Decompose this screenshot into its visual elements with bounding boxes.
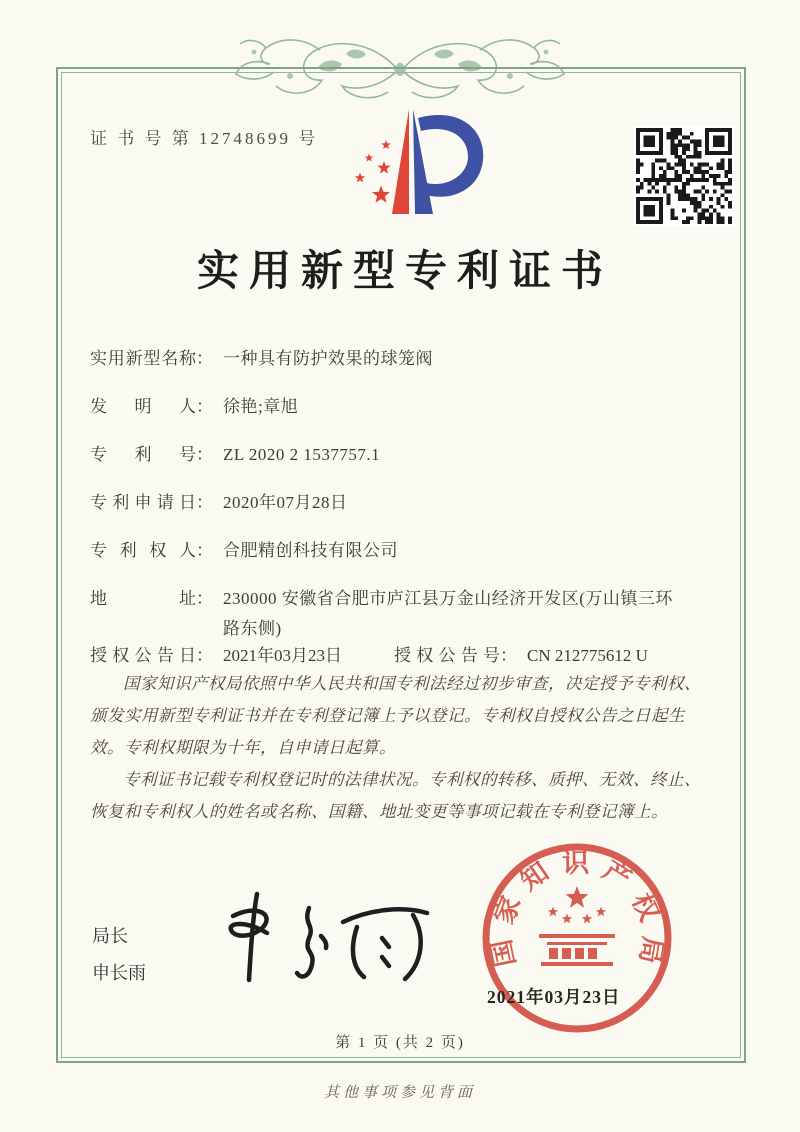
certificate-number: 证 书 号 第 12748699 号 bbox=[90, 129, 319, 148]
seal-date: 2021年03月23日 bbox=[487, 987, 621, 1007]
signer-title: 局长 bbox=[92, 926, 128, 946]
field-value: ZL 2020 2 1537757.1 bbox=[223, 445, 381, 464]
field-row: 实 用 新 型 名 称 ： 一种具有防护效果的球笼阀 bbox=[90, 344, 710, 374]
field-label: 地 址 bbox=[90, 589, 196, 608]
grant-date-pair: 授 权 公 告 日 ： 2021年03月23日 bbox=[90, 641, 342, 671]
star-icon bbox=[566, 886, 589, 908]
director-signature bbox=[205, 880, 440, 995]
star-icon bbox=[582, 914, 592, 924]
star-icon bbox=[377, 161, 390, 174]
field-label: 专 利 号 bbox=[90, 445, 196, 464]
star-icon bbox=[381, 140, 391, 149]
qr-code bbox=[634, 126, 734, 226]
field-value: 徐艳;章旭 bbox=[223, 397, 299, 416]
svg-text:国家知识产权局: 国家知识产权局 bbox=[486, 847, 668, 970]
field-label: 专 利 权 人 bbox=[90, 541, 196, 560]
star-icon bbox=[548, 907, 558, 917]
star-icon bbox=[562, 914, 572, 924]
field-value: 一种具有防护效果的球笼阀 bbox=[223, 349, 433, 368]
grant-date-label: 授 权 公 告 日 bbox=[90, 646, 196, 665]
field-label: 专 利 申 请 日 bbox=[90, 493, 196, 512]
grant-date-value: 2021年03月23日 bbox=[223, 646, 342, 665]
grant-no-value: CN 212775612 U bbox=[527, 646, 648, 665]
grant-no-label: 授 权 公 告 号 bbox=[394, 646, 500, 665]
field-value: 合肥精创科技有限公司 bbox=[223, 541, 398, 560]
star-icon bbox=[372, 186, 390, 203]
signer-name: 申长雨 bbox=[92, 963, 146, 983]
field-label: 发 明 人 bbox=[90, 397, 196, 416]
field-row: 发 明 人 ： 徐艳;章旭 bbox=[90, 392, 710, 422]
field-row: 专 利 权 人 ： 合肥精创科技有限公司 bbox=[90, 536, 710, 566]
grant-row bbox=[90, 641, 648, 671]
field-value: 2020年07月28日 bbox=[223, 493, 348, 512]
field-label: 实 用 新 型 名 称 bbox=[90, 349, 196, 368]
field-row: 专 利 申 请 日 ： 2020年07月28日 bbox=[90, 488, 710, 518]
legal-paragraph: 专利证书记载专利权登记时的法律状况。专利权的转移、质押、无效、终止、恢复和专利权人的姓名或名称、国籍、地址变更等事项记载在专利登记簿上。 bbox=[90, 770, 701, 821]
page-number: 第 1 页 (共 2 页) bbox=[335, 1035, 465, 1051]
certificate-title: 实用新型专利证书 bbox=[196, 249, 613, 295]
legal-paragraphs bbox=[90, 668, 714, 828]
grant-no-pair: 授 权 公 告 号 ： CN 212775612 U bbox=[394, 641, 648, 671]
signer-block bbox=[92, 918, 146, 992]
star-icon bbox=[596, 907, 606, 917]
star-icon bbox=[365, 154, 374, 162]
cnipa-logo-icon bbox=[336, 102, 486, 232]
field-list bbox=[90, 344, 710, 662]
field-value: 230000 安徽省合肥市庐江县万金山经济开发区(万山镇三环路东侧) bbox=[223, 589, 673, 638]
star-icon bbox=[355, 173, 365, 183]
back-note: 其他事项参见背面 bbox=[323, 1085, 476, 1101]
field-row: 地 址 ： 230000 安徽省合肥市庐江县万金山经济开发区(万山镇三环路东侧) bbox=[90, 584, 710, 644]
field-row: 专 利 号 ： ZL 2020 2 1537757.1 bbox=[90, 440, 710, 470]
legal-paragraph: 国家知识产权局依照中华人民共和国专利法经过初步审查，决定授予专利权、颁发实用新型专利证书并在专利登记簿上予以登记。专利权自授权公告之日起生效。专利权期限为十年，自申请日起算。 bbox=[90, 674, 701, 757]
